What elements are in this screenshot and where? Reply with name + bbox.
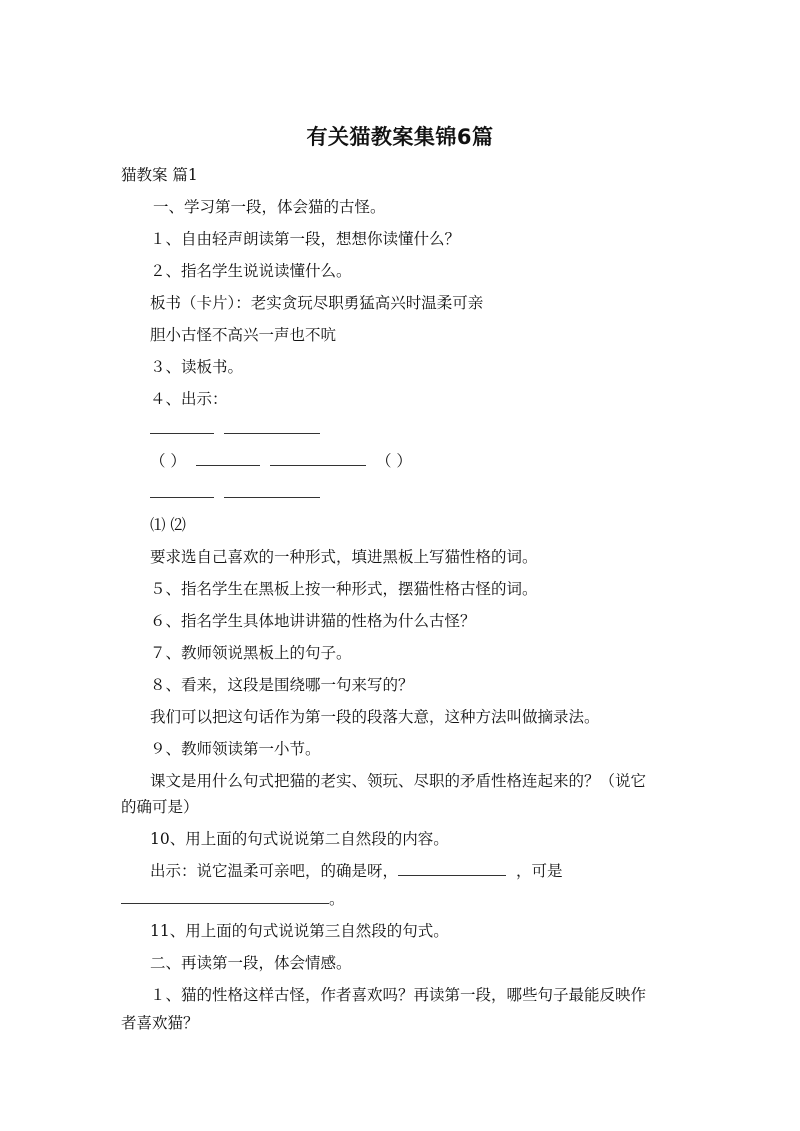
paragraph-20 — [121, 888, 345, 910]
blank-line — [196, 451, 260, 466]
bracket-close: （ ） — [375, 452, 412, 470]
blank-row-3 — [150, 482, 320, 504]
paragraph-7: ４、出示： — [150, 390, 228, 408]
paragraph-1: 一、学习第一段，体会猫的古怪。 — [153, 198, 386, 216]
blank-line — [224, 419, 320, 434]
blank-row-1 — [150, 418, 320, 440]
paragraph-19 — [150, 860, 563, 882]
blank-line — [150, 483, 214, 498]
paragraph-19-start: 出示：说它温柔可亲吧，的确是呀， — [150, 862, 399, 880]
paragraph-23a: １、猫的性格这样古怪，作者喜欢吗？再读第一段，哪些句子最能反映作 — [150, 986, 647, 1004]
paragraph-12: ６、指名学生具体地讲讲猫的性格为什么古怪？ — [150, 612, 476, 630]
paragraph-2: １、自由轻声朗读第一段，想想你读懂什么？ — [150, 230, 461, 248]
paragraph-3: ２、指名学生说说读懂什么。 — [150, 262, 352, 280]
paragraph-9: ⑴ ⑵ — [150, 516, 186, 534]
blank-line — [398, 861, 506, 876]
paragraph-16: ９、教师领读第一小节。 — [150, 740, 321, 758]
blank-line — [150, 419, 214, 434]
paragraph-5: 胆小古怪不高兴一声也不吭 — [150, 326, 337, 344]
paragraph-10: 要求选自己喜欢的一种形式，填进黑板上写猫性格的词。 — [150, 548, 538, 566]
paragraph-11: ５、指名学生在黑板上按一种形式，摆猫性格古怪的词。 — [150, 580, 538, 598]
paragraph-20-end: 。 — [329, 890, 345, 908]
paragraph-17b: 的确可是） — [121, 798, 199, 816]
document-title: 有关猫教案集锦6篇 — [306, 125, 494, 149]
paragraph-14: ８、看来，这段是围绕哪一句来写的？ — [150, 676, 414, 694]
paragraph-13: ７、教师领说黑板上的句子。 — [150, 644, 352, 662]
paragraph-17a: 课文是用什么句式把猫的老实、领玩、尽职的矛盾性格连起来的？（说它 — [150, 772, 647, 790]
paragraph-4: 板书（卡片）：老实贪玩尽职勇猛高兴时温柔可亲 — [150, 294, 484, 312]
blank-row-2 — [150, 450, 412, 472]
paragraph-22: 二、再读第一段，体会情感。 — [150, 954, 352, 972]
paragraph-19-end: ，可是 — [516, 862, 563, 880]
paragraph-18: 10、用上面的句式说说第二自然段的内容。 — [150, 830, 449, 848]
paragraph-15: 我们可以把这句话作为第一段的段落大意，这种方法叫做摘录法。 — [150, 708, 600, 726]
section-heading: 猫教案 篇1 — [121, 166, 198, 184]
bracket-open: （ ） — [150, 452, 186, 470]
blank-line — [270, 451, 366, 466]
blank-line — [224, 483, 320, 498]
blank-line — [121, 889, 329, 904]
paragraph-6: ３、读板书。 — [150, 358, 244, 376]
paragraph-21: 11、用上面的句式说说第三自然段的句式。 — [150, 922, 449, 940]
paragraph-23b: 者喜欢猫？ — [121, 1014, 199, 1032]
